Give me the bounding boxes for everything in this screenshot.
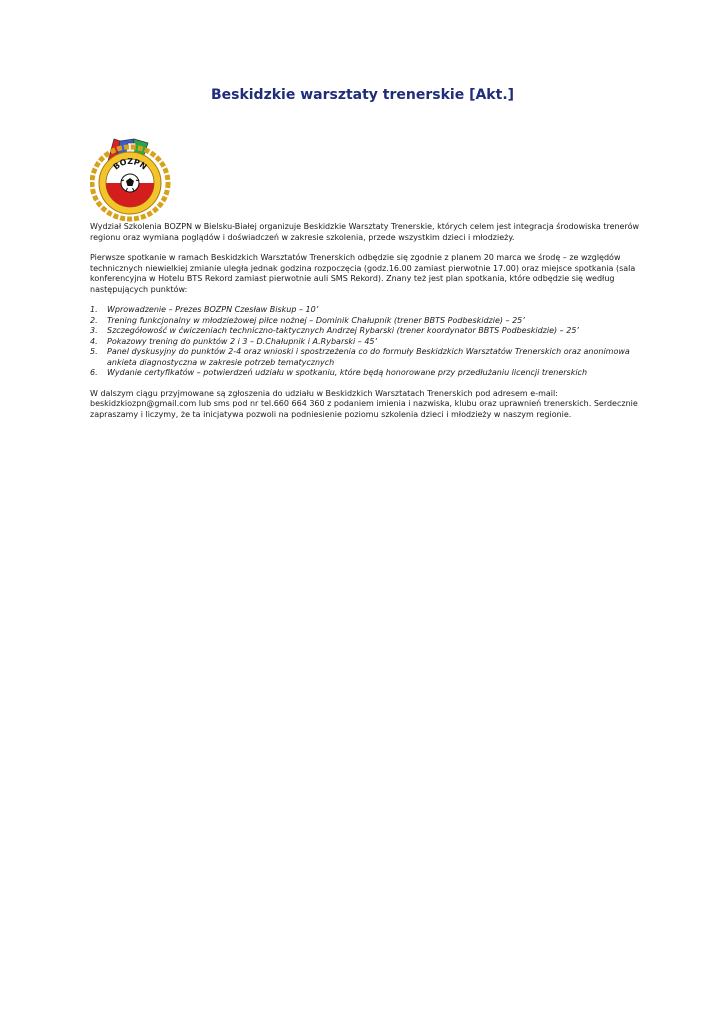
agenda-item: [90, 337, 640, 348]
agenda-item-number: 3.: [90, 326, 98, 335]
meeting-paragraph: Pierwsze spotkanie w ramach Beskidzkich Warsztatów Trenerskich odbędzie się zgodnie z planem 20 marca we środę – ze względów technicznych niewielkiej zmianie uległa jednak godzina rozpoczęcia (godz.16.00 zamiast pierwotnie 17.00) oraz miejsce spotkania (sala konferencyjna w Hotelu BTS Rekord zamiast pierwotnie auli SMS Rekord). Znany też jest plan spotkania, które odbędzie się według następujących punktów:: [90, 253, 636, 294]
page-title: Beskidzkie warsztaty trenerskie [Akt.]: [210, 87, 515, 103]
agenda-item-text: Trening funkcjonalny w młodzieżowej piłce nożnej – Dominik Chałupnik (trener BBTS Podbeskidzie) – 25’: [107, 315, 525, 325]
agenda-item: [90, 316, 640, 327]
closing-paragraph: W dalszym ciągu przyjmowane są zgłoszenia do udziału w Beskidzkich Warsztatach Trenerskich pod adresem e-mail: beskidzkiozpn@gmail.com lub sms pod nr tel.660 664 360 z podaniem imienia i nazwiska, klubu oraz uprawnień trenerskich. Serdecznie zapraszamy i liczymy, że ta inicjatywa pozwoli na podniesienie poziomu szkolenia dzieci i młodzieży w naszym regionie.: [90, 388, 638, 419]
agenda-item: [90, 305, 640, 316]
agenda-item-number: 5.: [90, 347, 98, 356]
document-body: [90, 222, 640, 430]
agenda-item-number: 4.: [90, 336, 98, 346]
agenda-list: [90, 305, 640, 379]
agenda-item-number: 1.: [90, 305, 98, 314]
agenda-item: [90, 368, 640, 379]
agenda-item-number: 2.: [90, 315, 98, 325]
svg-text:BOZPN: BOZPN: [111, 157, 149, 172]
bozpn-crest-icon: [90, 133, 172, 223]
intro-paragraph: Wydział Szkolenia BOZPN w Bielsku-Białej organizuje Beskidzkie Warsztaty Trenerskie, których celem jest integracja środowiska trenerów regionu oraz wymiana poglądów i doświadczeń w zakresie szkolenia, przede wszystkim dzieci i młodzieży.: [90, 222, 640, 242]
agenda-item-text: Pokazowy trening do punktów 2 i 3 – D.Chałupnik i A.Rybarski – 45’: [107, 336, 378, 346]
agenda-item-text: Wprowadzenie – Prezes BOZPN Czesław Biskup – 10’: [107, 305, 319, 314]
agenda-item-text: Wydanie certyfikatów – potwierdzeń udziału w spotkaniu, które będą honorowane przy przedłużaniu licencji trenerskich: [107, 368, 588, 377]
agenda-item-number: 6.: [90, 368, 98, 377]
agenda-item-text: Panel dyskusyjny do punktów 2-4 oraz wnioski i spostrzeżenia co do formuły Beskidzkich Warsztatów Trenerskich oraz anonimowa ankieta diagnostyczna w zakresie potrzeb tematycznych: [107, 347, 630, 367]
agenda-item: [90, 326, 640, 337]
agenda-item-text: Szczegółowość w ćwiczeniach techniczno-taktycznych Andrzej Rybarski (trener koordynator BBTS Podbeskidzie) – 25’: [107, 326, 579, 335]
agenda-item: [90, 347, 640, 368]
